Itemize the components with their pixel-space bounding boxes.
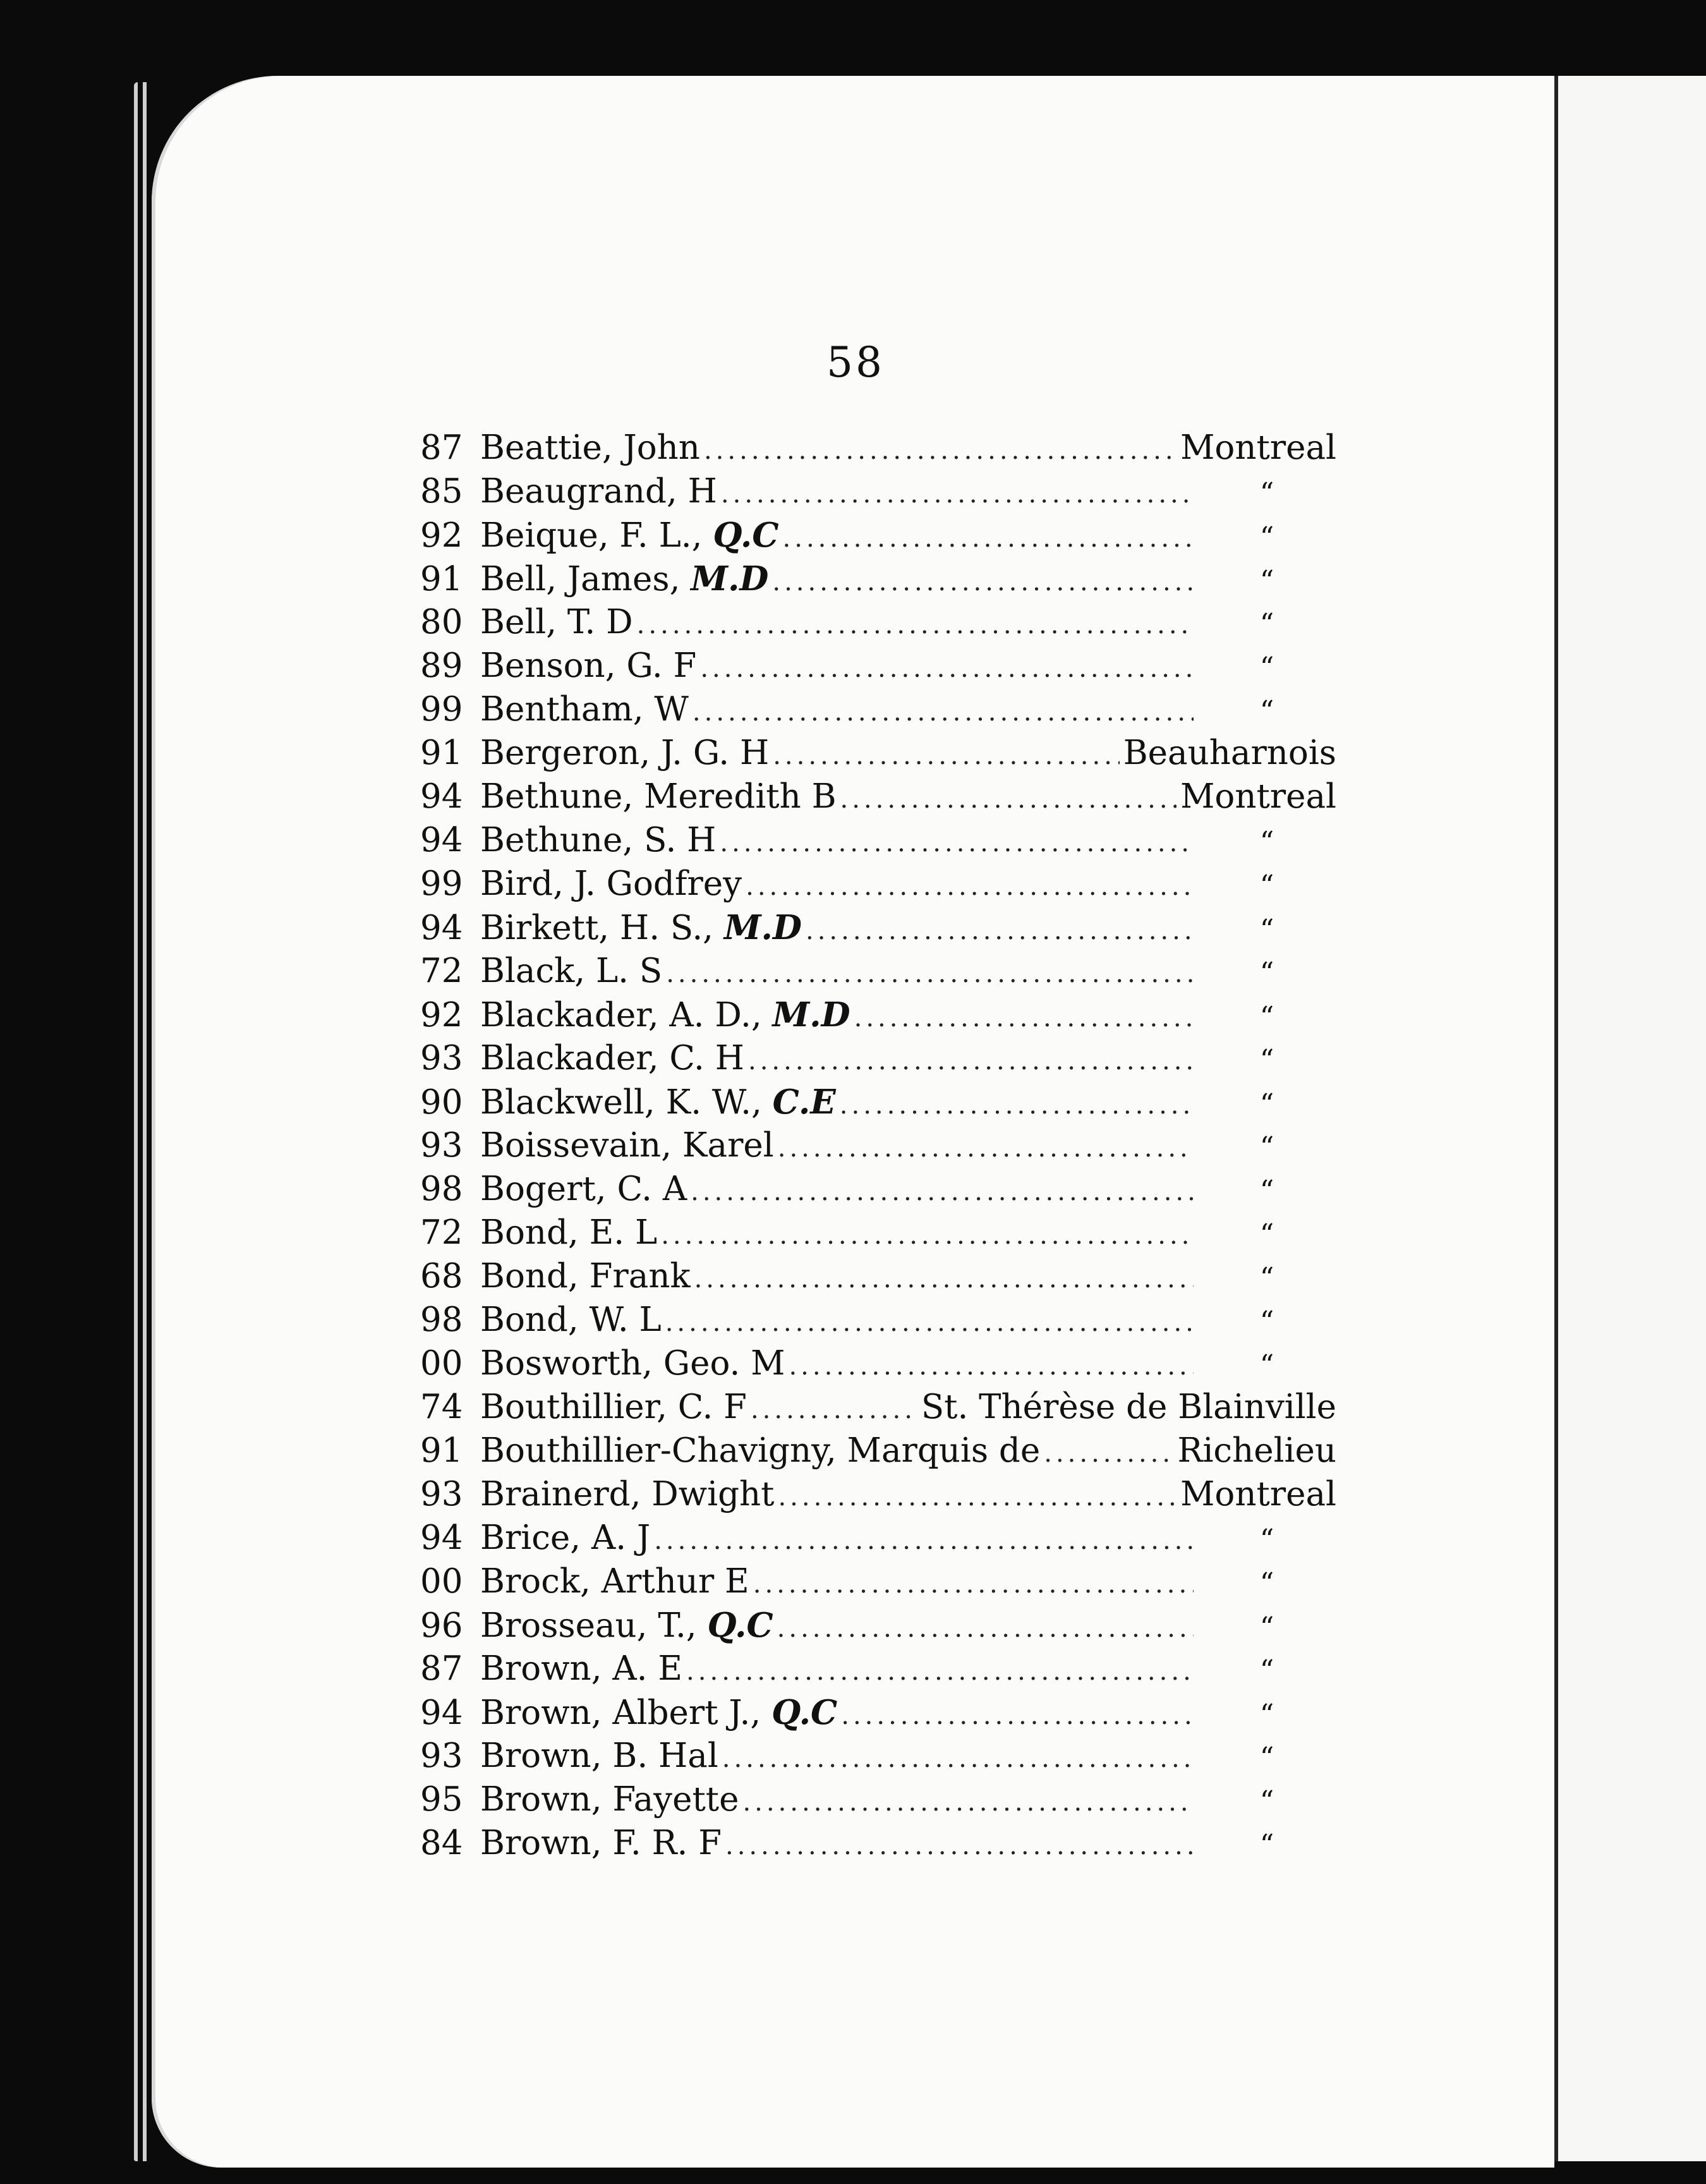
leader-dots bbox=[665, 1308, 1194, 1337]
entry-title: M.D bbox=[723, 908, 802, 947]
entry-name-text: Brown, Albert J., bbox=[480, 1694, 772, 1732]
entry-name-text: Bouthillier, C. F bbox=[480, 1388, 747, 1426]
ditto-mark: “ bbox=[1259, 1349, 1274, 1381]
ditto-mark: “ bbox=[1259, 826, 1274, 858]
entry-name bbox=[480, 908, 802, 947]
entry-name bbox=[480, 603, 633, 641]
list-item bbox=[420, 864, 1336, 908]
list-item bbox=[420, 1431, 1336, 1475]
leader-dots bbox=[722, 1744, 1194, 1773]
entry-name bbox=[480, 1213, 657, 1252]
entry-name bbox=[480, 734, 769, 772]
ditto-mark: “ bbox=[1259, 477, 1274, 509]
entry-name-text: Bond, Frank bbox=[480, 1257, 691, 1295]
entry-year: 90 bbox=[420, 1083, 463, 1122]
entry-name-text: Birkett, H. S., bbox=[480, 909, 724, 947]
list-item bbox=[420, 1213, 1336, 1257]
entry-name-text: Benson, G. F bbox=[480, 646, 697, 685]
leader-dots bbox=[700, 654, 1194, 683]
entry-title: M.D bbox=[772, 995, 850, 1034]
leader-dots bbox=[693, 698, 1194, 727]
entry-name-text: Blackader, A. D., bbox=[480, 996, 773, 1034]
list-item bbox=[420, 952, 1336, 995]
ditto-mark: “ bbox=[1259, 1218, 1274, 1251]
leader-dots bbox=[841, 1701, 1194, 1730]
entry-name-text: Boissevain, Karel bbox=[480, 1126, 774, 1165]
leader-dots bbox=[840, 785, 1177, 814]
entry-name-text: Bird, J. Godfrey bbox=[480, 864, 742, 903]
entry-year: 93 bbox=[420, 1039, 463, 1077]
entry-year: 89 bbox=[420, 646, 463, 685]
leader-dots bbox=[773, 741, 1119, 770]
entry-year: 72 bbox=[420, 952, 463, 990]
entry-year: 87 bbox=[420, 1649, 463, 1688]
entry-name-text: Bouthillier-Chavigny, Marquis de bbox=[480, 1431, 1041, 1470]
leader-dots bbox=[654, 1526, 1194, 1555]
list-item bbox=[420, 1780, 1336, 1824]
entry-year: 68 bbox=[420, 1257, 463, 1295]
leader-dots bbox=[746, 872, 1194, 901]
leader-dots bbox=[661, 1221, 1194, 1250]
entry-name bbox=[480, 516, 779, 555]
ditto-mark: “ bbox=[1259, 1742, 1274, 1774]
leader-dots bbox=[721, 480, 1194, 509]
ditto-mark: “ bbox=[1259, 870, 1274, 902]
list-item bbox=[420, 734, 1336, 777]
entry-name-text: Bethune, Meredith B bbox=[480, 777, 837, 816]
leader-dots bbox=[704, 436, 1177, 465]
ditto-mark: “ bbox=[1259, 1044, 1274, 1076]
entry-name bbox=[480, 428, 700, 467]
leader-dots bbox=[778, 1134, 1194, 1163]
entry-name-text: Bogert, C. A bbox=[480, 1170, 687, 1208]
leader-dots bbox=[694, 1265, 1194, 1294]
ditto-mark: “ bbox=[1259, 565, 1274, 597]
leader-dots bbox=[725, 1831, 1194, 1860]
entry-year: 93 bbox=[420, 1126, 463, 1165]
ditto-mark: “ bbox=[1259, 1001, 1274, 1033]
leader-dots bbox=[691, 1177, 1194, 1206]
ditto-mark: “ bbox=[1259, 1262, 1274, 1294]
entry-year: 85 bbox=[420, 472, 463, 511]
entry-name bbox=[480, 1301, 662, 1339]
entry-name-text: Bethune, S. H bbox=[480, 821, 717, 859]
entry-year: 00 bbox=[420, 1344, 463, 1383]
list-item bbox=[420, 516, 1336, 559]
entry-name bbox=[480, 1780, 739, 1819]
list-item bbox=[420, 1126, 1336, 1170]
entry-year: 94 bbox=[420, 1519, 463, 1557]
ditto-mark: “ bbox=[1259, 957, 1274, 989]
entry-year: 91 bbox=[420, 1431, 463, 1470]
entry-name bbox=[480, 1039, 744, 1077]
entry-year: 91 bbox=[420, 734, 463, 772]
entry-year: 98 bbox=[420, 1170, 463, 1208]
entry-title: Q.C bbox=[707, 1606, 773, 1645]
entry-name bbox=[480, 1824, 722, 1862]
entry-name-text: Beaugrand, H bbox=[480, 472, 717, 511]
ditto-mark: “ bbox=[1259, 1829, 1274, 1861]
list-item bbox=[420, 1737, 1336, 1780]
member-list bbox=[420, 428, 1336, 1867]
entry-name bbox=[480, 995, 850, 1034]
list-item bbox=[420, 1388, 1336, 1431]
entry-year: 94 bbox=[420, 821, 463, 859]
entry-name-text: Bosworth, Geo. M bbox=[480, 1344, 785, 1383]
list-item bbox=[420, 908, 1336, 952]
entry-name-text: Bentham, W bbox=[480, 690, 689, 729]
list-item bbox=[420, 821, 1336, 864]
ditto-mark: “ bbox=[1259, 1654, 1274, 1687]
list-item bbox=[420, 1475, 1336, 1519]
entry-name bbox=[480, 864, 742, 903]
entry-title: C.E bbox=[772, 1083, 836, 1122]
entry-title: Q.C bbox=[771, 1693, 838, 1732]
list-item bbox=[420, 1606, 1336, 1649]
entry-place: Montreal bbox=[1180, 1475, 1336, 1514]
entry-name bbox=[480, 690, 689, 729]
leader-dots bbox=[742, 1788, 1194, 1817]
entry-name-text: Blackwell, K. W., bbox=[480, 1083, 773, 1122]
entry-name bbox=[480, 821, 716, 859]
entry-name bbox=[480, 952, 662, 990]
entry-year: 80 bbox=[420, 603, 463, 641]
ditto-mark: “ bbox=[1259, 1524, 1274, 1556]
entry-name bbox=[480, 1126, 774, 1165]
list-item bbox=[420, 1519, 1336, 1562]
leader-dots bbox=[854, 1004, 1194, 1033]
entry-name bbox=[480, 1693, 837, 1732]
entry-name-text: Black, L. S bbox=[480, 952, 663, 990]
leader-dots bbox=[789, 1352, 1194, 1381]
entry-year: 99 bbox=[420, 690, 463, 729]
entry-name bbox=[480, 646, 696, 685]
entry-name-text: Bell, James, bbox=[480, 560, 691, 598]
leader-dots bbox=[778, 1483, 1177, 1512]
list-item bbox=[420, 690, 1336, 734]
list-item bbox=[420, 1170, 1336, 1213]
list-item bbox=[420, 1083, 1336, 1126]
list-item bbox=[420, 603, 1336, 646]
entry-name-text: Brice, A. J bbox=[480, 1519, 651, 1557]
leader-dots bbox=[806, 916, 1194, 945]
entry-place: Richelieu bbox=[1177, 1431, 1336, 1470]
ditto-mark: “ bbox=[1259, 1699, 1274, 1731]
entry-name bbox=[480, 1737, 718, 1775]
entry-year: 94 bbox=[420, 1694, 463, 1732]
entry-name-text: Brock, Arthur E bbox=[480, 1562, 749, 1601]
entry-year: 99 bbox=[420, 864, 463, 903]
ditto-mark: “ bbox=[1259, 1611, 1274, 1644]
facing-page-edge bbox=[1554, 76, 1706, 2161]
list-item bbox=[420, 559, 1336, 603]
entry-name-text: Beique, F. L., bbox=[480, 516, 713, 555]
entry-name bbox=[480, 1388, 747, 1426]
entry-name bbox=[480, 1475, 774, 1514]
entry-year: 74 bbox=[420, 1388, 463, 1426]
leader-dots bbox=[720, 828, 1194, 858]
entry-year: 94 bbox=[420, 777, 463, 816]
entry-year: 91 bbox=[420, 560, 463, 598]
ditto-mark: “ bbox=[1259, 1567, 1274, 1599]
entry-name-text: Brosseau, T., bbox=[480, 1606, 708, 1645]
entry-year: 84 bbox=[420, 1824, 463, 1862]
ditto-mark: “ bbox=[1259, 652, 1274, 684]
ditto-mark: “ bbox=[1259, 1306, 1274, 1338]
leader-dots bbox=[686, 1657, 1194, 1686]
list-item bbox=[420, 472, 1336, 516]
entry-place: St. Thérèse de Blainville bbox=[921, 1388, 1336, 1426]
entry-name-text: Bond, E. L bbox=[480, 1213, 658, 1252]
entry-year: 93 bbox=[420, 1475, 463, 1514]
entry-name-text: Brown, B. Hal bbox=[480, 1737, 718, 1775]
entry-name bbox=[480, 1170, 687, 1208]
list-item bbox=[420, 1562, 1336, 1606]
entry-name bbox=[480, 1257, 691, 1295]
entry-year: 93 bbox=[420, 1737, 463, 1775]
list-item bbox=[420, 1824, 1336, 1867]
entry-year: 87 bbox=[420, 428, 463, 467]
list-item bbox=[420, 428, 1336, 472]
list-item bbox=[420, 1649, 1336, 1693]
list-item bbox=[420, 1344, 1336, 1388]
entry-name bbox=[480, 1083, 836, 1122]
entry-name bbox=[480, 1519, 650, 1557]
entry-name-text: Brown, F. R. F bbox=[480, 1824, 722, 1862]
entry-year: 96 bbox=[420, 1606, 463, 1645]
entry-year: 98 bbox=[420, 1301, 463, 1339]
entry-year: 94 bbox=[420, 909, 463, 947]
leader-dots bbox=[840, 1091, 1194, 1120]
entry-name bbox=[480, 559, 768, 598]
leader-dots bbox=[772, 567, 1194, 597]
leader-dots bbox=[748, 1046, 1194, 1076]
entry-year: 92 bbox=[420, 516, 463, 555]
entry-place: Montreal bbox=[1180, 777, 1336, 816]
list-item bbox=[420, 1257, 1336, 1301]
list-item bbox=[420, 1301, 1336, 1344]
entry-name bbox=[480, 1344, 785, 1383]
leader-dots bbox=[666, 959, 1194, 988]
list-item bbox=[420, 777, 1336, 821]
entry-year: 00 bbox=[420, 1562, 463, 1601]
entry-title: M.D bbox=[691, 559, 769, 598]
entry-name bbox=[480, 1562, 749, 1601]
entry-year: 72 bbox=[420, 1213, 463, 1252]
entry-name bbox=[480, 1431, 1040, 1470]
page-number: 58 bbox=[826, 338, 885, 387]
list-item bbox=[420, 646, 1336, 690]
ditto-mark: “ bbox=[1259, 1131, 1274, 1163]
list-item bbox=[420, 1693, 1336, 1737]
leader-dots bbox=[753, 1570, 1194, 1599]
entry-year: 95 bbox=[420, 1780, 463, 1819]
ditto-mark: “ bbox=[1259, 914, 1274, 946]
entry-name-text: Brown, Fayette bbox=[480, 1780, 739, 1819]
leader-dots bbox=[637, 610, 1194, 640]
entry-name-text: Blackader, C. H bbox=[480, 1039, 744, 1077]
list-item bbox=[420, 995, 1336, 1039]
ditto-mark: “ bbox=[1259, 1175, 1274, 1207]
leader-dots bbox=[783, 524, 1194, 553]
entry-name-text: Bergeron, J. G. H bbox=[480, 734, 770, 772]
entry-name-text: Brown, A. E bbox=[480, 1649, 683, 1688]
leader-dots bbox=[777, 1614, 1194, 1643]
entry-name bbox=[480, 1606, 773, 1645]
entry-year: 92 bbox=[420, 996, 463, 1034]
leader-dots bbox=[1044, 1439, 1173, 1468]
entry-name bbox=[480, 472, 717, 511]
ditto-mark: “ bbox=[1259, 1088, 1274, 1120]
page-edge bbox=[134, 82, 138, 2161]
ditto-mark: “ bbox=[1259, 521, 1274, 554]
ditto-mark: “ bbox=[1259, 1785, 1274, 1817]
entry-place: Montreal bbox=[1180, 428, 1336, 467]
entry-name-text: Beattie, John bbox=[480, 428, 700, 467]
entry-name bbox=[480, 1649, 682, 1688]
leader-dots bbox=[751, 1395, 917, 1424]
entry-name bbox=[480, 777, 837, 816]
entry-name-text: Brainerd, Dwight bbox=[480, 1475, 775, 1514]
page-edge bbox=[143, 82, 147, 2161]
entry-place: Beauharnois bbox=[1123, 734, 1336, 772]
entry-title: Q.C bbox=[713, 516, 779, 555]
ditto-mark: “ bbox=[1259, 695, 1274, 727]
ditto-mark: “ bbox=[1259, 608, 1274, 640]
entry-name-text: Bell, T. D bbox=[480, 603, 633, 641]
list-item bbox=[420, 1039, 1336, 1083]
entry-name-text: Bond, W. L bbox=[480, 1301, 662, 1339]
